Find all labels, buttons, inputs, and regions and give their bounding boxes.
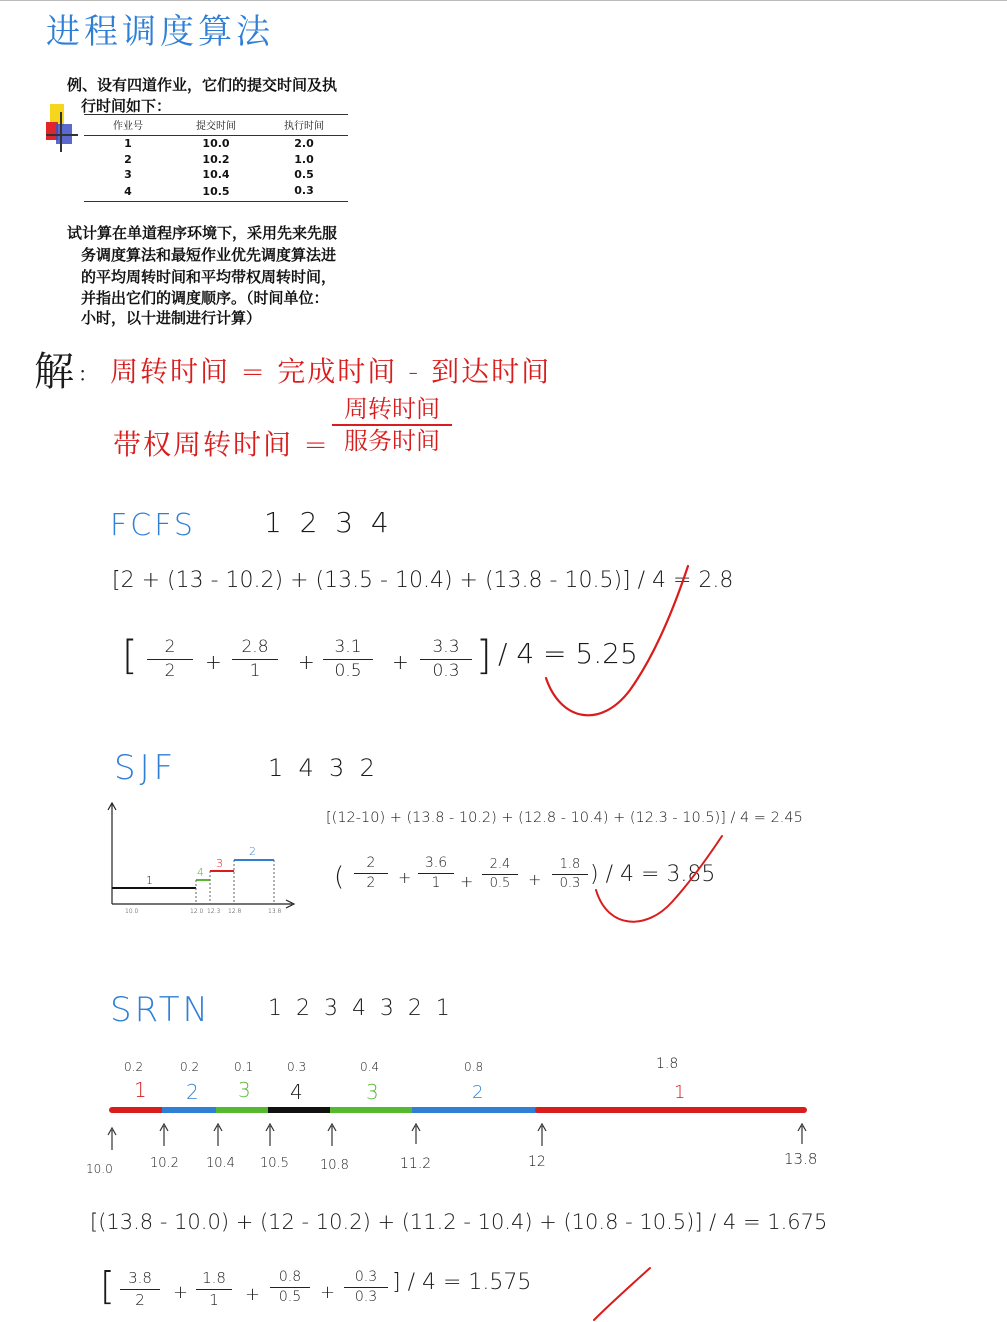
fraction-numerator: 3.1 (334, 637, 362, 657)
sjf-step-label: 3 (216, 857, 223, 870)
fcfs-fraction-4 (420, 638, 472, 680)
fraction-denominator: 2 (164, 660, 176, 681)
srtn-fraction-1 (120, 1270, 160, 1308)
plus-sign: + (398, 868, 412, 887)
fraction-denominator: 0.3 (354, 1289, 378, 1306)
srtn-time-label: 12 (528, 1154, 546, 1170)
plus-sign: + (392, 650, 409, 674)
srtn-segment-label: 2 (472, 1082, 484, 1103)
fcfs-fraction-2 (232, 638, 278, 680)
fcfs-weighted-result: / 4 = 5.25 (498, 637, 638, 670)
fraction-numerator: 2.8 (241, 637, 269, 657)
srtn-bracket-open: [ (100, 1264, 115, 1308)
table-row (84, 136, 348, 152)
table-header: 作业号 (84, 115, 172, 136)
srtn-time-label: 10.8 (320, 1158, 349, 1173)
sjf-fraction-1 (354, 856, 388, 892)
fcfs-turnaround-equation: [2 + (13 - 10.2) + (13.5 - 10.4) + (13.8 - 10.5)] / 4 = 2.8 (112, 568, 734, 593)
srtn-check-mark (590, 1264, 660, 1322)
fcfs-label: FCFS (110, 508, 196, 543)
plus-sign: + (460, 872, 474, 891)
sjf-weighted-result: ) / 4 = 3.85 (590, 862, 716, 887)
table-header: 提交时间 (172, 115, 260, 136)
page-title: 进程调度算法 (46, 12, 274, 52)
srtn-time-label: 13.8 (784, 1150, 818, 1168)
question-line-5: 小时，以十进制进行计算） (81, 309, 262, 327)
srtn-time-label: 10.0 (86, 1162, 113, 1176)
arrival-arrow (538, 1124, 546, 1146)
sjf-paren-open: ( (334, 862, 345, 892)
table-cell: 0.5 (294, 168, 314, 181)
top-divider (0, 0, 1007, 1)
arrival-arrow (108, 1128, 116, 1150)
srtn-duration: 0.2 (180, 1060, 200, 1074)
srtn-time-label: 10.4 (206, 1156, 235, 1171)
question-line-1: 试计算在单道程序环境下，采用先来先服 (67, 224, 338, 242)
sjf-turnaround-equation: [(12-10) + (13.8 - 10.2) + (12.8 - 10.4) + (12.3 - 10.5)] / 4 = 2.45 (326, 810, 803, 826)
arrival-arrow (160, 1124, 168, 1146)
fcfs-bracket-close: ] (476, 633, 492, 679)
arrival-arrow (266, 1124, 274, 1146)
table-row (84, 167, 348, 183)
sjf-tick-label: 12.8 (228, 908, 242, 915)
sjf-tick-label: 12.3 (207, 908, 221, 915)
sjf-check-mark (592, 830, 732, 930)
table-cell: 2 (124, 152, 132, 166)
srtn-duration: 0.8 (464, 1060, 484, 1074)
table-cell: 10.5 (202, 185, 230, 198)
formula-weighted-left: 带权周转时间 = (113, 428, 330, 461)
srtn-fraction-4 (344, 1270, 388, 1306)
question-line-2: 务调度算法和最短作业优先调度算法进 (81, 246, 337, 264)
table-cell: 0.3 (294, 183, 314, 197)
problem-line-2: 行时间如下： (81, 97, 172, 115)
sjf-step-label: 1 (146, 874, 153, 887)
fraction-numerator: 3.8 (128, 1269, 152, 1287)
fraction-numerator: 2 (366, 855, 376, 871)
sjf-fraction-2 (418, 856, 454, 892)
sjf-tick-label: 10.0 (125, 908, 139, 915)
table-header: 执行时间 (260, 115, 348, 136)
srtn-turnaround-equation: [(13.8 - 10.0) + (12 - 10.2) + (11.2 - 10.4) + (10.8 - 10.5)] / 4 = 1.675 (90, 1210, 828, 1234)
srtn-duration: 0.2 (124, 1060, 144, 1074)
formula-turnaround: 周转时间 = 完成时间 - 到达时间 (110, 355, 552, 388)
srtn-segment-label: 1 (674, 1082, 686, 1103)
fraction-denominator: 0.5 (489, 876, 511, 892)
srtn-time-label: 10.5 (260, 1156, 289, 1171)
table-cell: 4 (124, 185, 132, 198)
solution-colon: ： (78, 362, 98, 386)
table-cell: 2.0 (294, 137, 314, 150)
fraction-denominator: 2 (135, 1290, 145, 1309)
sjf-step-label: 2 (249, 845, 256, 858)
fraction-denominator: 2 (366, 875, 376, 892)
fraction-numerator: 2.4 (489, 857, 511, 872)
plus-sign: + (298, 650, 315, 674)
plus-sign: + (245, 1284, 261, 1305)
plus-sign: + (173, 1282, 189, 1303)
sjf-label: SJF (114, 748, 178, 788)
arrival-arrow (328, 1124, 336, 1146)
srtn-time-label: 11.2 (400, 1156, 432, 1172)
fraction-denominator: 1 (249, 660, 261, 681)
fcfs-fraction-3 (323, 638, 373, 680)
fraction-denominator: 服务时间 (344, 427, 440, 456)
srtn-segment-label: 1 (134, 1078, 147, 1102)
table-cell: 1.0 (294, 152, 314, 166)
table-cell: 1 (124, 137, 132, 150)
srtn-segment-label: 2 (186, 1080, 199, 1104)
table-row (84, 183, 348, 202)
srtn-segment-label: 3 (238, 1078, 251, 1102)
fraction-denominator: 0.3 (559, 876, 581, 892)
table-cell: 10.4 (202, 168, 230, 181)
fraction-numerator: 3.3 (432, 637, 460, 657)
fraction-numerator: 0.8 (278, 1269, 302, 1285)
plus-sign: + (528, 870, 542, 889)
plus-sign: + (320, 1282, 336, 1303)
sjf-fraction-4 (552, 858, 588, 892)
fraction-numerator: 1.8 (559, 857, 581, 872)
slide-decoration (46, 104, 78, 152)
fraction-numerator: 0.3 (354, 1269, 378, 1285)
srtn-fraction-2 (196, 1270, 232, 1308)
srtn-time-label: 10.2 (150, 1156, 179, 1171)
srtn-label: SRTN (110, 990, 211, 1030)
sjf-gantt-graph (104, 800, 300, 920)
fcfs-bracket-open: [ (122, 633, 138, 679)
srtn-weighted-result: ] / 4 = 1.575 (392, 1270, 532, 1295)
fraction-denominator: 0.5 (334, 660, 362, 681)
srtn-duration: 0.4 (360, 1060, 380, 1074)
fcfs-order: 1 2 3 4 (264, 506, 389, 539)
srtn-duration: 0.3 (287, 1060, 307, 1074)
fraction-numerator: 周转时间 (344, 395, 440, 423)
problem-line-1: 例、设有四道作业，它们的提交时间及执 (67, 76, 338, 94)
srtn-duration: 0.1 (234, 1060, 254, 1074)
fraction-numerator: 1.8 (202, 1269, 226, 1287)
srtn-duration: 1.8 (656, 1056, 679, 1072)
srtn-order: 1 2 3 4 3 2 1 (268, 996, 450, 1021)
fcfs-check-mark (540, 560, 700, 725)
sjf-fraction-3 (482, 858, 518, 892)
sjf-tick-label: 13.8 (268, 908, 282, 915)
table-cell: 10.0 (202, 137, 230, 150)
job-table (84, 114, 348, 202)
arrival-arrow (798, 1124, 806, 1144)
srtn-segment-label: 4 (290, 1080, 303, 1104)
arrival-arrow (214, 1124, 222, 1146)
srtn-segment-label: 3 (366, 1080, 379, 1104)
arrival-arrow (412, 1124, 420, 1144)
table-cell: 3 (124, 168, 132, 181)
formula-weighted-fraction (332, 396, 452, 455)
plus-sign: + (205, 650, 222, 674)
sjf-tick-label: 12.0 (190, 908, 204, 915)
question-line-4: 并指出它们的调度顺序。（时间单位： (81, 289, 329, 307)
srtn-fraction-3 (270, 1270, 310, 1306)
fraction-denominator: 1 (431, 875, 441, 892)
fraction-numerator: 2 (164, 637, 176, 657)
fraction-denominator: 0.5 (278, 1289, 302, 1306)
fcfs-fraction-1 (147, 638, 193, 680)
fraction-numerator: 3.6 (424, 855, 448, 871)
fraction-denominator: 0.3 (432, 660, 460, 681)
table-row (84, 152, 348, 168)
table-cell: 10.2 (202, 152, 230, 166)
solution-label: 解 (34, 349, 74, 395)
sjf-step-label: 4 (197, 866, 204, 879)
question-line-3: 的平均周转时间和平均带权周转时间， (81, 268, 337, 286)
sjf-order: 1 4 3 2 (268, 754, 375, 782)
fraction-denominator: 1 (209, 1290, 219, 1309)
